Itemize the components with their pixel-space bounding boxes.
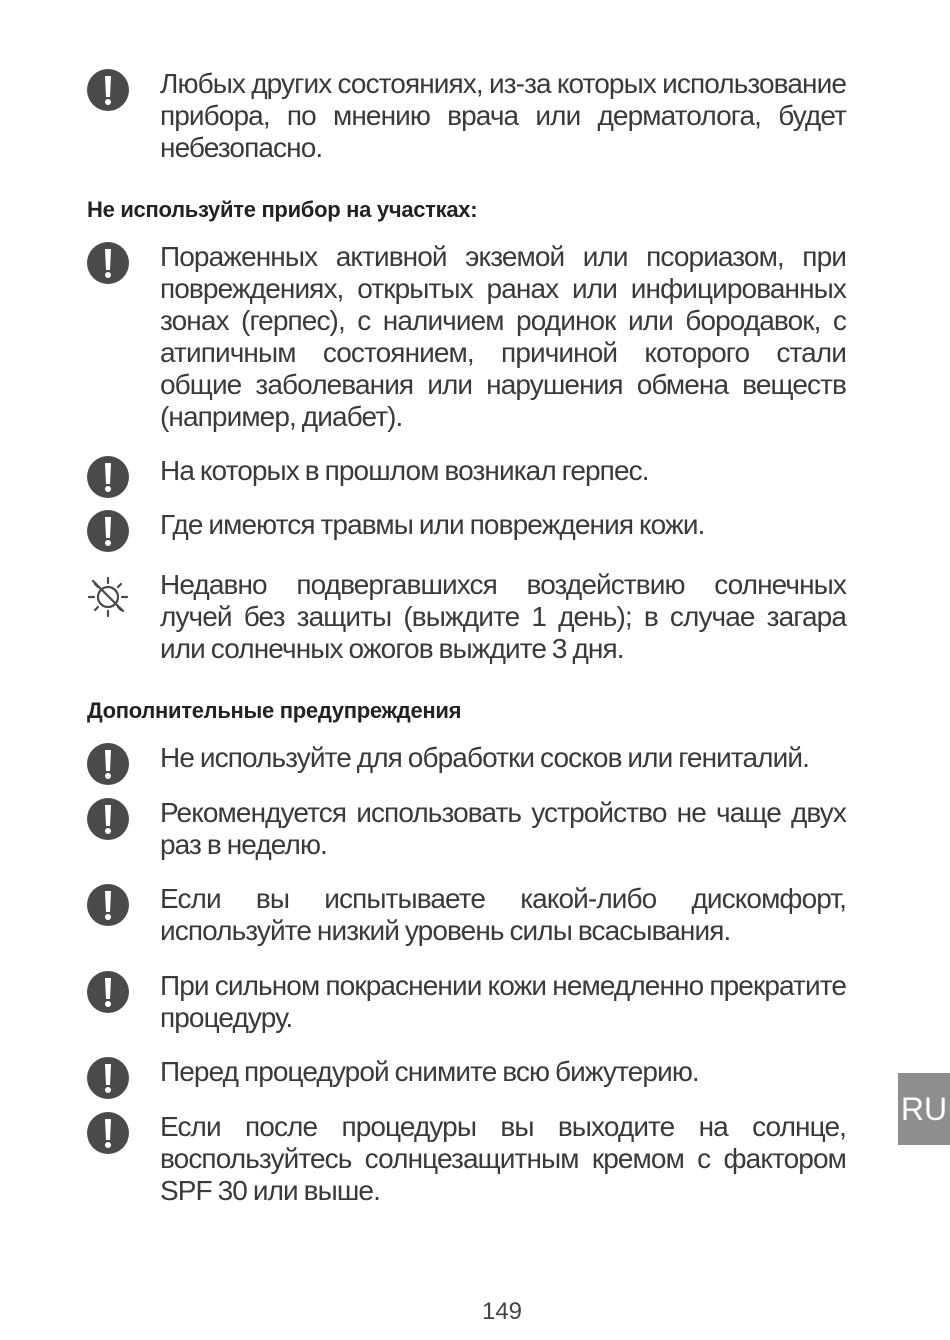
warning-item xyxy=(86,1056,846,1088)
warning-item xyxy=(86,883,846,947)
warning-text: Рекомендуется использовать устройство не чаще двух раз в неделю. xyxy=(160,797,846,860)
exclamation-icon xyxy=(86,509,130,553)
section-heading: Дополнительные предупреждения xyxy=(87,698,462,723)
no-sun-icon xyxy=(86,575,130,619)
warning-text: Если вы испытываете какой-либо дискомфорт, используйте низкий уровень силы всасывания. xyxy=(160,883,846,946)
section-heading: Не используйте прибор на участках: xyxy=(87,197,478,222)
warning-text: Если после процедуры вы выходите на солнце, воспользуйтесь солнцезащитным кремом с фактором SPF 30 или выше. xyxy=(160,1111,846,1206)
exclamation-icon xyxy=(86,241,130,285)
warning-text: Недавно подвергавшихся воздействию солнечных лучей без защиты (выждите 1 день); в случае загара или солнечных ожогов выждите 3 дня. xyxy=(160,569,846,664)
exclamation-icon xyxy=(86,68,130,112)
warning-item xyxy=(86,509,846,541)
warning-item xyxy=(86,569,846,665)
exclamation-icon xyxy=(86,455,130,499)
warning-item xyxy=(86,241,846,433)
exclamation-icon xyxy=(86,1056,130,1100)
exclamation-icon xyxy=(86,742,130,786)
warning-text: Любых других состояниях, из-за которых использование прибора, по мнению врача или дерматолога, будет небезопасно. xyxy=(160,68,846,163)
warning-text: Перед процедурой снимите всю бижутерию. xyxy=(160,1056,699,1087)
warning-item xyxy=(86,742,846,774)
warning-item xyxy=(86,68,846,164)
exclamation-icon xyxy=(86,970,130,1014)
language-tab: RU xyxy=(898,1073,950,1145)
exclamation-icon xyxy=(86,1111,130,1155)
warning-item xyxy=(86,970,846,1034)
page-number: 149 xyxy=(481,1298,523,1325)
warning-text: Где имеются травмы или повреждения кожи. xyxy=(160,509,705,540)
exclamation-icon xyxy=(86,883,130,927)
warning-item xyxy=(86,455,846,487)
exclamation-icon xyxy=(86,797,130,841)
warning-item xyxy=(86,1111,846,1207)
warning-text: Пораженных активной экземой или псориазом, при повреждениях, открытых ранах или инфицированных зонах (герпес), с наличием родинок или бородавок, с атипичным состоянием, причиной которого стали общие заболевания или нарушения обмена веществ (например, диабет). xyxy=(160,241,846,432)
warning-text: При сильном покраснении кожи немедленно прекратите процедуру. xyxy=(160,970,846,1033)
warning-text: На которых в прошлом возникал герпес. xyxy=(160,455,649,486)
warning-item xyxy=(86,797,846,861)
warning-text: Не используйте для обработки сосков или гениталий. xyxy=(160,742,809,773)
